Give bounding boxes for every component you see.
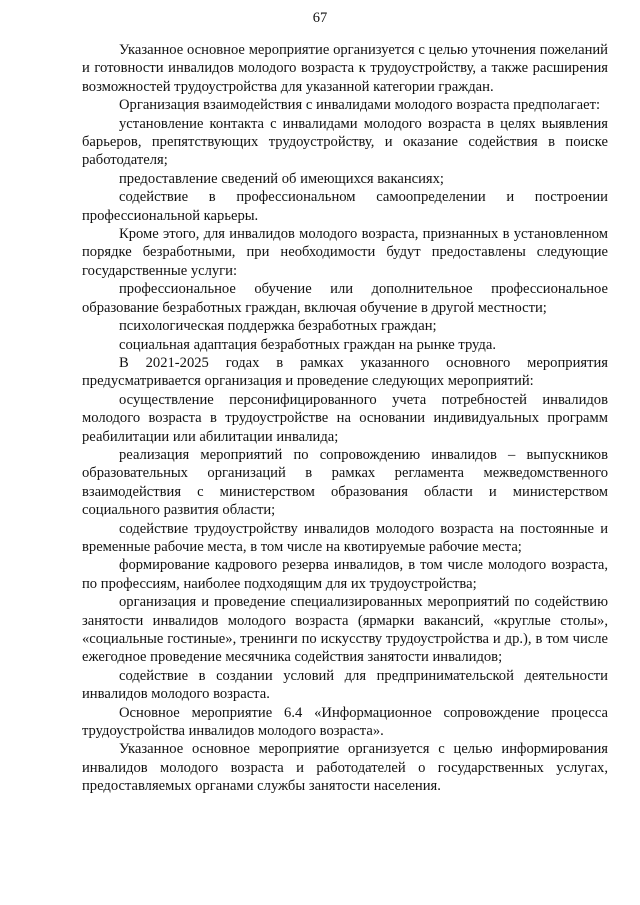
list-item: содействие в профессиональном самоопределении и построении профессиональной карьеры. — [82, 189, 608, 224]
list-item: реализация мероприятий по сопровождению инвалидов – выпускников образовательных организаций в рамках регламента межведомственного взаимодействия с министерством образования области и министерством социального развития области; — [82, 446, 608, 519]
list-item: формирование кадрового резерва инвалидов, в том числе молодого возраста, по профессиям, наиболее подходящим для их трудоустройства; — [82, 557, 608, 592]
page-number: 67 — [312, 10, 328, 26]
paragraph: Указанное основное мероприятие организуется с целью уточнения пожеланий и готовности инвалидов молодого возраста к трудоустройству, а также расширения возможностей трудоустройства для указанной категории граждан. — [82, 42, 608, 95]
list-item: профессиональное обучение или дополнительное профессиональное образование безработных граждан, включая обучение в другой местности; — [82, 281, 608, 316]
section-heading: Основное мероприятие 6.4 «Информационное сопровождение процесса трудоустройства инвалидов молодого возраста». — [82, 704, 608, 740]
list-item: предоставление сведений об имеющихся вакансиях; — [119, 170, 444, 187]
list-item: содействие в создании условий для предпринимательской деятельности инвалидов молодого возраста. — [82, 667, 608, 703]
paragraph: Организация взаимодействия с инвалидами молодого возраста предполагает: — [119, 97, 601, 114]
list-item: психологическая поддержка безработных граждан; — [119, 318, 437, 335]
list-item: социальная адаптация безработных граждан на рынке труда. — [119, 336, 496, 353]
list-item: осуществление персонифицированного учета потребностей инвалидов молодого возраста в трудоустройстве на основании индивидуальных программ реабилитации или абилитации инвалида; — [82, 391, 608, 445]
document-body — [82, 41, 608, 796]
list-item: содействие трудоустройству инвалидов молодого возраста на постоянные и временные рабочие места, в том числе на квотируемые рабочие места; — [82, 520, 608, 555]
paragraph: Указанное основное мероприятие организуется с целью информирования инвалидов молодого возраста и работодателей о государственных услугах, предоставляемых органами службы занятости населения. — [82, 741, 608, 795]
paragraph: Кроме этого, для инвалидов молодого возраста, признанных в установленном порядке безработными, при необходимости будут предоставлены следующие государственные услуги: — [82, 226, 608, 279]
list-item: установление контакта с инвалидами молодого возраста в целях выявления барьеров, препятствующих трудоустройству, и оказание содействия в поиске работодателя; — [82, 115, 608, 169]
list-item: организация и проведение специализированных мероприятий по содействию занятости инвалидов молодого возраста (ярмарки вакансий, «круглые столы», «социальные гостиные», тренинги по искусству трудоустройства и др.), в том числе ежегодное проведение месячника содействия занятости инвалидов; — [82, 594, 608, 666]
paragraph: В 2021-2025 годах в рамках указанного основного мероприятия предусматривается организация и проведение следующих мероприятий: — [82, 354, 608, 390]
